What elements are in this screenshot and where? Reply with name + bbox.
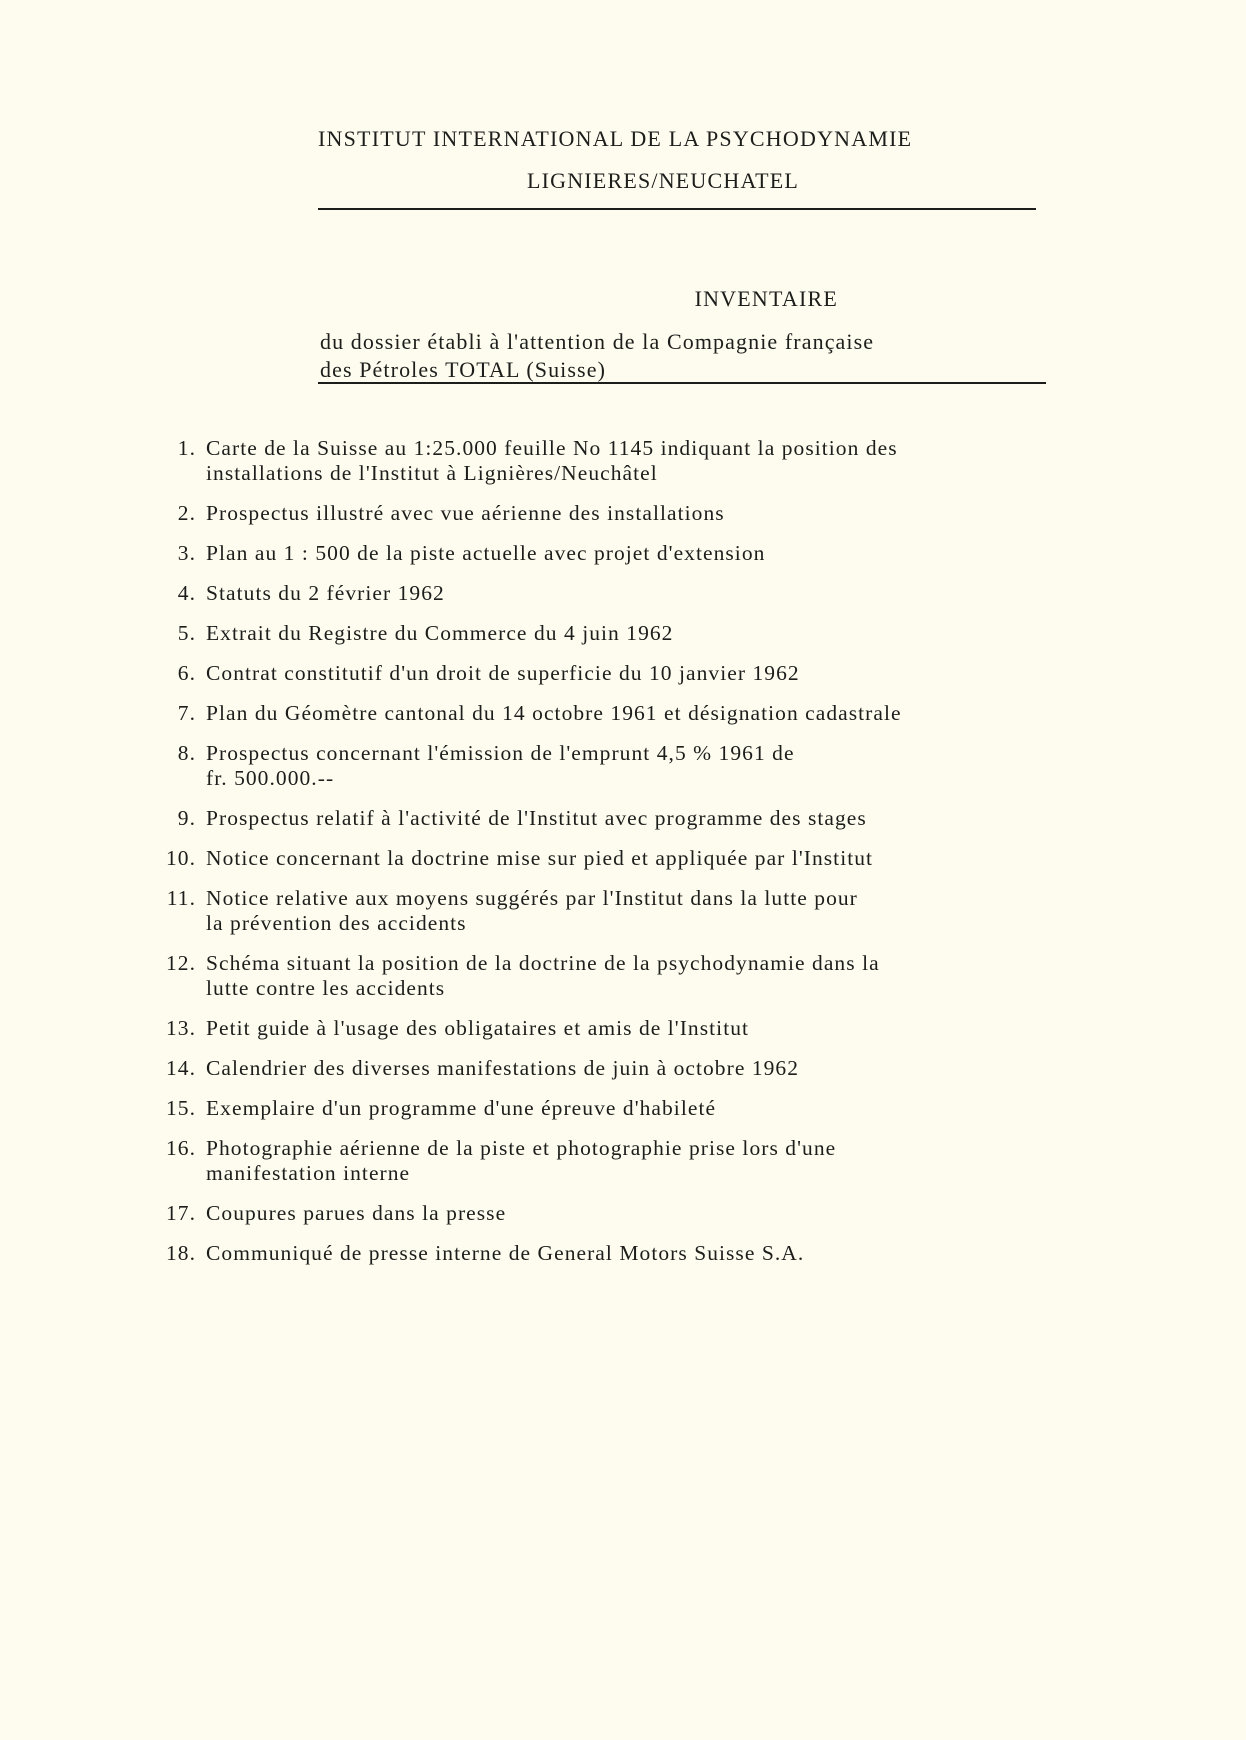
list-item [150,1056,1150,1081]
item-text: Coupures parues dans la presse [206,1201,507,1225]
document-subtitle [320,328,1050,384]
item-text: Prospectus concernant l'émission de l'emprunt 4,5 % 1961 de fr. 500.000.-- [206,741,795,790]
item-number: 5. [177,621,196,645]
inventory-list [150,436,1150,1281]
list-item [150,661,1150,686]
item-text: Carte de la Suisse au 1:25.000 feuille No 1145 indiquant la position des installations de l'Institut à Lignières/Neuchâtel [206,436,898,485]
item-number: 12. [165,951,196,975]
item-text: Extrait du Registre du Commerce du 4 juin 1962 [206,621,674,645]
item-number: 16. [165,1136,196,1160]
item-text: Statuts du 2 février 1962 [206,581,445,605]
item-number: 4. [177,581,196,605]
list-item [150,806,1150,831]
item-text: Notice concernant la doctrine mise sur pied et appliquée par l'Institut [206,846,874,870]
item-number: 18. [165,1241,196,1265]
item-text: Plan du Géomètre cantonal du 14 octobre 1961 et désignation cadastrale [206,701,902,725]
item-number: 11. [166,886,196,910]
list-item [150,621,1150,646]
list-item [150,741,1150,791]
list-item [150,436,1150,486]
item-number: 3. [177,541,196,565]
item-number: 15. [165,1096,196,1120]
item-text: Plan au 1 : 500 de la piste actuelle avec projet d'extension [206,541,766,565]
institute-name: INSTITUT INTERNATIONAL DE LA PSYCHODYNAMIE [318,126,913,151]
item-number: 1. [177,436,196,460]
subtitle-line-2: des Pétroles TOTAL (Suisse) [320,357,607,382]
header-divider [318,208,1036,210]
item-number: 7. [177,701,196,725]
institute-location: LIGNIERES/NEUCHATEL [526,168,800,193]
item-number: 8. [177,741,196,765]
list-item [150,886,1150,936]
item-text: Calendrier des diverses manifestations de juin à octobre 1962 [206,1056,800,1080]
list-item [150,951,1150,1001]
list-item [150,541,1150,566]
list-item [150,1201,1150,1226]
item-text: Contrat constitutif d'un droit de superficie du 10 janvier 1962 [206,661,800,685]
item-number: 17. [165,1201,196,1225]
list-item [150,501,1150,526]
item-text: Notice relative aux moyens suggérés par l'Institut dans la lutte pour la prévention des accidents [206,886,858,935]
item-number: 9. [177,806,196,830]
item-text: Communiqué de presse interne de General Motors Suisse S.A. [206,1241,805,1265]
list-item [150,701,1150,726]
item-text: Petit guide à l'usage des obligataires et amis de l'Institut [206,1016,750,1040]
list-item [150,1136,1150,1186]
list-item [150,1016,1150,1041]
document-title-text: INVENTAIRE [694,286,838,311]
item-text: Prospectus illustré avec vue aérienne des installations [206,501,725,525]
letterhead [318,124,1038,196]
item-text: Prospectus relatif à l'activité de l'Institut avec programme des stages [206,806,867,830]
item-text: Photographie aérienne de la piste et photographie prise lors d'une manifestation interne [206,1136,837,1185]
item-number: 13. [165,1016,196,1040]
item-number: 10. [165,846,196,870]
item-number: 6. [177,661,196,685]
list-item [150,581,1150,606]
list-item [150,1241,1150,1266]
subtitle-divider [318,382,1046,384]
list-item [150,1096,1150,1121]
subtitle-line-1: du dossier établi à l'attention de la Compagnie française [320,329,875,354]
item-text: Exemplaire d'un programme d'une épreuve d'habileté [206,1096,717,1120]
item-number: 2. [177,501,196,525]
list-item [150,846,1150,871]
item-text: Schéma situant la position de la doctrine de la psychodynamie dans la lutte contre les accidents [206,951,880,1000]
item-number: 14. [165,1056,196,1080]
document-title [318,286,1038,312]
